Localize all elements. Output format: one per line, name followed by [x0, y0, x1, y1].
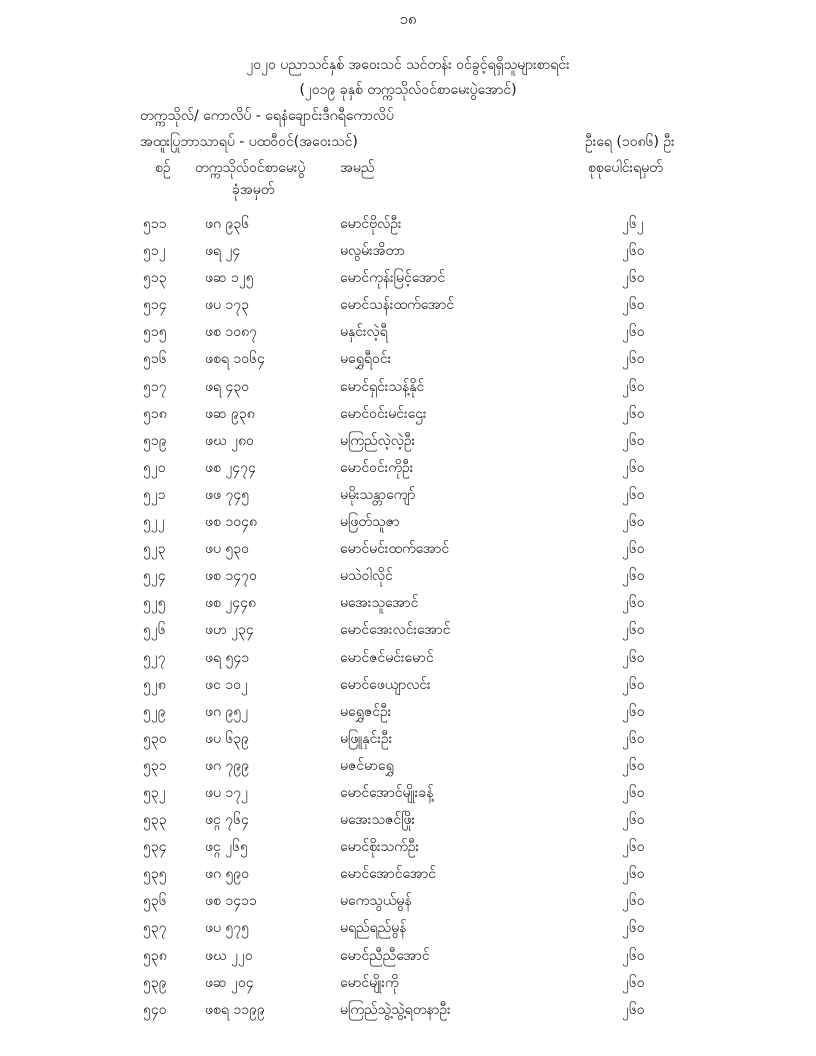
- roll-number: ဖစ ၁၀၈၇: [205, 324, 257, 341]
- row-number: ၅၃၄: [143, 839, 167, 856]
- table-row: [0, 373, 816, 400]
- roll-number: ဖစ ၂၄၇၄: [205, 459, 256, 476]
- column-header-marks: စုစုပေါင်းရမှတ်: [588, 160, 663, 176]
- row-number: ၅၂၁: [143, 486, 166, 503]
- roll-number: ဖပ ၅၇၅: [205, 920, 250, 937]
- total-marks: ၂၆၀: [622, 541, 645, 558]
- roll-number: ဖဂ ၉၃၆: [205, 216, 250, 232]
- roll-number: ဖပ ၁၇၃: [205, 297, 250, 314]
- roll-number: ဖစရ ၁၀၆၄: [205, 351, 265, 368]
- table-row: [0, 779, 816, 806]
- student-name: မကြည်သွဲ့သွဲ့ရတနာဦး: [340, 1001, 451, 1018]
- table-row: [0, 887, 816, 914]
- table-row: [0, 914, 816, 941]
- total-count: ဦးရေ (၁၀၈၆) ဦး: [585, 134, 675, 150]
- total-marks: ၂၆၀: [622, 595, 645, 612]
- row-number: ၅၁၂: [143, 243, 166, 260]
- table-row: [0, 833, 816, 860]
- student-name: မရွှေရီဝင်း: [340, 351, 392, 368]
- document-subtitle: (၂၀၁၉ ခုနှစ် တက္ကသိုလ်ဝင်စာမေးပွဲအောင်): [299, 82, 517, 98]
- student-name: မဖြတ်သူဇာ: [340, 514, 400, 531]
- roll-number: ဖဆ ၂၀၄: [205, 974, 254, 991]
- page-number: ၁၈: [399, 10, 417, 28]
- roll-number: ဖပ ၅၃၀: [205, 541, 250, 558]
- table-row: [0, 996, 816, 1023]
- table-row: [0, 210, 816, 237]
- table-row: [0, 535, 816, 562]
- roll-number: ဖဖ ၇၄၅: [205, 486, 250, 503]
- roll-number: ဖရ ၂၄: [205, 243, 241, 260]
- table-row: [0, 562, 816, 589]
- roll-number: ဖဂ ၇၉၉: [205, 757, 250, 774]
- column-header-roll: တက္ကသိုလ်ဝင်စာမေးပွဲ: [195, 160, 306, 176]
- roll-number: ဖရ ၄၃၀: [205, 378, 250, 395]
- roll-number: ဖဂ ၅၉၀: [205, 866, 250, 883]
- row-number: ၅၂၅: [143, 595, 166, 612]
- roll-number: ဖင ၁၀၂: [205, 676, 248, 693]
- row-number: ၅၁၁: [143, 216, 167, 232]
- total-marks: ၂၆၀: [622, 730, 645, 747]
- row-number: ၅၁၆: [143, 351, 167, 368]
- roll-number: ဖပ ၆၃၉: [205, 730, 250, 747]
- student-name: မဇင်မာရွှေ: [340, 757, 394, 774]
- total-marks: ၂၆၀: [622, 757, 645, 774]
- roll-number: ဖင္ဂ ၂၆၅: [205, 839, 248, 856]
- table-row: [0, 237, 816, 264]
- table-row: [0, 644, 816, 671]
- table-row: [0, 291, 816, 318]
- row-number: ၅၂၄: [143, 568, 166, 585]
- student-name: မောင်အောင်မျိုးခန့်: [340, 784, 434, 801]
- table-row: [0, 698, 816, 725]
- student-name: မောင်ဝင်းမင်းဌေး: [340, 405, 427, 422]
- document-title: ၂၀၂၀ ပညာသင်နှစ် အဝေးသင် သင်တန်း ဝင်ခွင့်ရရှိသူများစာရင်း: [246, 57, 570, 73]
- row-number: ၅၂၃: [143, 541, 166, 558]
- student-name: မဖြူနှင်းဦး: [340, 730, 393, 747]
- total-marks: ၂၆၀: [622, 297, 645, 314]
- row-number: ၅၃၀: [143, 730, 167, 747]
- student-name: မောင်ဇင်မင်းမောင်: [340, 649, 434, 666]
- roll-number: ဖဃ ၂၂၀: [205, 947, 253, 964]
- total-marks: ၂၆၀: [622, 324, 645, 341]
- roll-number: ဖပ ၁၇၂: [205, 784, 249, 801]
- total-marks: ၂၆၀: [622, 568, 645, 585]
- subject-label: အထူးပြုဘာသာရပ် - ပထဝီဝင်(အဝေးသင်): [140, 134, 358, 150]
- row-number: ၅၃၆: [143, 893, 167, 910]
- total-marks: ၂၆၀: [622, 486, 645, 503]
- student-name: မရွှေဇင်ဦး: [340, 703, 392, 720]
- student-name: မောင်ရှင်းသန့်နိုင်: [340, 378, 425, 395]
- row-number: ၅၁၈: [143, 405, 167, 422]
- row-number: ၅၃၅: [143, 866, 167, 883]
- roll-number: ဖစ ၁၄၇၀: [205, 568, 257, 585]
- row-number: ၅၁၄: [143, 297, 167, 314]
- student-name: မနှင်းလဲ့ရီ: [340, 324, 388, 341]
- row-number: ၅၃၇: [143, 920, 167, 937]
- student-name: မကြည်လဲ့လဲ့ဦး: [340, 432, 416, 449]
- total-marks: ၂၆၀: [622, 459, 645, 476]
- student-name: မသဲဝါလိုင်: [340, 568, 393, 585]
- student-name: မောင်မျိုးကို: [340, 974, 399, 991]
- row-number: ၅၃၂: [143, 784, 166, 801]
- row-number: ၅၂၉: [143, 703, 166, 720]
- roll-number: ဖဂ ၉၅၂: [205, 703, 249, 720]
- student-name: မကေသွယ်မွန်: [340, 893, 412, 910]
- student-name: မောင်အေးလင်းအောင်: [340, 622, 451, 639]
- roll-number: ဖစ ၁၄၁၁: [205, 893, 257, 910]
- student-name: မောင်မင်းထက်အောင်: [340, 541, 450, 558]
- total-marks: ၂၆၀: [622, 866, 645, 883]
- total-marks: ၂၆၀: [622, 432, 645, 449]
- table-row: [0, 454, 816, 481]
- row-number: ၅၃၈: [143, 947, 167, 964]
- total-marks: ၂၆၀: [622, 1001, 645, 1018]
- table-row: [0, 264, 816, 291]
- row-number: ၅၂၂: [143, 514, 165, 531]
- row-number: ၅၃၉: [143, 974, 167, 991]
- total-marks: ၂၆၀: [622, 812, 645, 829]
- total-marks: ၂၆၀: [622, 243, 645, 260]
- total-marks: ၂၆၂: [622, 216, 644, 232]
- table-row: [0, 427, 816, 454]
- total-marks: ၂၆၀: [622, 784, 645, 801]
- table-row: [0, 942, 816, 969]
- total-marks: ၂၆၀: [622, 405, 645, 422]
- roll-number: ဖဆ ၉၃၈: [205, 405, 255, 422]
- table-row: [0, 969, 816, 996]
- total-marks: ၂၆၀: [622, 947, 645, 964]
- student-name: မောင်ဝင်းကိုဦး: [340, 459, 414, 476]
- row-number: ၅၂၈: [143, 676, 166, 693]
- table-row: [0, 860, 816, 887]
- row-number: ၅၁၉: [143, 432, 167, 449]
- table-row: [0, 671, 816, 698]
- row-number: ၅၁၇: [143, 378, 167, 395]
- total-marks: ၂၆၀: [622, 893, 645, 910]
- total-marks: ၂၆၀: [622, 351, 645, 368]
- table-row: [0, 318, 816, 345]
- row-number: ၅၂၆: [143, 622, 166, 639]
- student-name: မောင်ညီညီအောင်: [340, 947, 430, 964]
- table-row: [0, 589, 816, 616]
- student-name: မအေးသဇင်ဖြိုး: [340, 812, 415, 829]
- table-row: [0, 616, 816, 643]
- roll-number: ဖဆ ၁၂၅: [205, 270, 254, 287]
- table-row: [0, 400, 816, 427]
- table-row: [0, 345, 816, 372]
- student-name: မောင်ကုန်းမြင့်အောင်: [340, 270, 446, 287]
- total-marks: ၂၆၀: [622, 378, 645, 395]
- table-row: [0, 481, 816, 508]
- total-marks: ၂၆၀: [622, 270, 645, 287]
- student-name: မောင်စိုးသက်ဦး: [340, 839, 420, 856]
- roll-number: ဖစရ ၁၁၉၉: [205, 1001, 265, 1018]
- row-number: ၅၄၀: [143, 1001, 167, 1018]
- row-number: ၅၁၅: [143, 324, 167, 341]
- table-row: [0, 725, 816, 752]
- student-name: မလွမ်းအိတာ: [340, 243, 405, 260]
- table-row: [0, 752, 816, 779]
- table-row: [0, 508, 816, 535]
- table-row: [0, 806, 816, 833]
- institution-label: တက္ကသိုလ်/ ကောလိပ် - ရေနံချောင်းဒီဂရီကောလိပ်: [140, 108, 394, 124]
- student-name: မောင်ဗိုလ်ဦး: [340, 216, 402, 232]
- student-name: မောင်သန်းထက်အောင်: [340, 297, 455, 314]
- roll-number: ဖဟ ၂၃၄: [205, 622, 254, 639]
- student-name: မအေးသူအောင်: [340, 595, 419, 612]
- student-name: မမိုးသန္တာကျော်: [340, 486, 416, 503]
- total-marks: ၂၆၀: [622, 839, 645, 856]
- total-marks: ၂၆၀: [622, 703, 645, 720]
- total-marks: ၂၆၀: [622, 622, 645, 639]
- roll-number: ဖစ ၂၄၄၈: [205, 595, 256, 612]
- row-number: ၅၃၁: [143, 757, 167, 774]
- total-marks: ၂၆၀: [622, 676, 645, 693]
- roll-number: ဖဃ ၂၈၀: [205, 432, 254, 449]
- total-marks: ၂၆၀: [622, 974, 645, 991]
- column-header-no: စဉ်: [155, 160, 171, 176]
- roll-number: ဖစ ၁၀၄၈: [205, 514, 257, 531]
- total-marks: ၂၆၀: [622, 514, 645, 531]
- row-number: ၅၁၃: [143, 270, 167, 287]
- total-marks: ၂၆၀: [622, 920, 645, 937]
- total-marks: ၂၆၀: [622, 649, 645, 666]
- row-number: ၅၂၀: [143, 459, 166, 476]
- column-header-roll-number: ခုံအမှတ်: [232, 182, 275, 198]
- roll-number: ဖရ ၅၄၁: [205, 649, 250, 666]
- roll-number: ဖင္ဂ ၇၆၄: [205, 812, 249, 829]
- row-number: ၅၂၇: [143, 649, 166, 666]
- column-header-name: အမည်: [340, 160, 375, 176]
- row-number: ၅၃၃: [143, 812, 167, 829]
- student-name: မောင်ဖေယျာလင်း: [340, 676, 431, 693]
- student-name: မောင်အောင်အောင်: [340, 866, 436, 883]
- student-list: [0, 210, 816, 1023]
- student-name: မရည်ရည်မွန်: [340, 920, 407, 937]
